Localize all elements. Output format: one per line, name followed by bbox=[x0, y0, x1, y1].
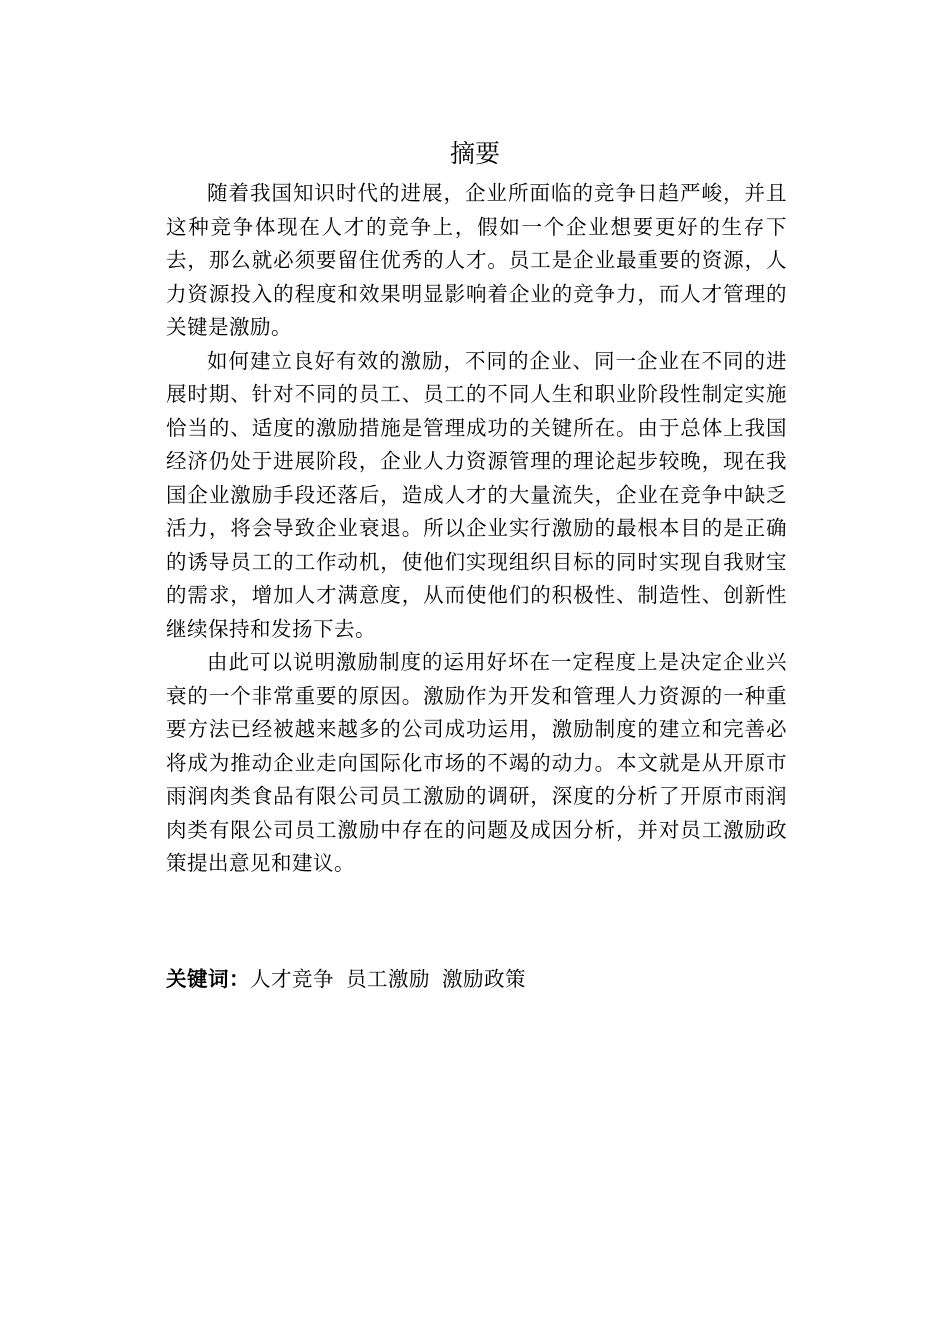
keyword-1: 人才竞争 bbox=[250, 967, 334, 991]
abstract-paragraph-3: 由此可以说明激励制度的运用好坏在一定程度上是决定企业兴衰的一个非常重要的原因。激励作为开发和管理人力资源的一种重要方法已经被越来越多的公司成功运用，激励制度的建立和完善必将成为推动企业走向国际化市场的不竭的动力。本文就是从开原市雨润肉类食品有限公司员工激励的调研，深度的分析了开原市雨润肉类有限公司员工激励中存在的问题及成因分析，并对员工激励政策提出意见和建议。 bbox=[166, 650, 787, 875]
keyword-2: 员工激励 bbox=[346, 967, 430, 991]
abstract-paragraph-2: 如何建立良好有效的激励，不同的企业、同一企业在不同的进展时期、针对不同的员工、员工的不同人生和职业阶段性制定实施恰当的、适度的激励措施是管理成功的关键所在。由于总体上我国经济仍处于进展阶段，企业人力资源管理的理论起步较晚，现在我国企业激励手段还落后，造成人才的大量流失，企业在竞争中缺乏活力，将会导致企业衰退。所以企业实行激励的最根本目的是正确的诱导员工的工作动机，使他们实现组织目标的同时实现自我财宝的需求，增加人才满意度，从而使他们的积极性、制造性、创新性继续保持和发扬下去。 bbox=[166, 348, 787, 641]
abstract-title: 摘要 bbox=[449, 139, 500, 168]
keywords-label: 关键词： bbox=[166, 967, 250, 991]
keywords-line bbox=[166, 962, 538, 996]
abstract-paragraph-1: 随着我国知识时代的进展，企业所面临的竞争日趋严峻，并且这种竞争体现在人才的竞争上，假如一个企业想要更好的生存下去，那么就必须要留住优秀的人才。员工是企业最重要的资源，人力资源投入的程度和效果明显影响着企业的竞争力，而人才管理的关键是激励。 bbox=[166, 181, 787, 339]
keyword-3: 激励政策 bbox=[442, 967, 526, 991]
abstract-body bbox=[166, 177, 787, 881]
